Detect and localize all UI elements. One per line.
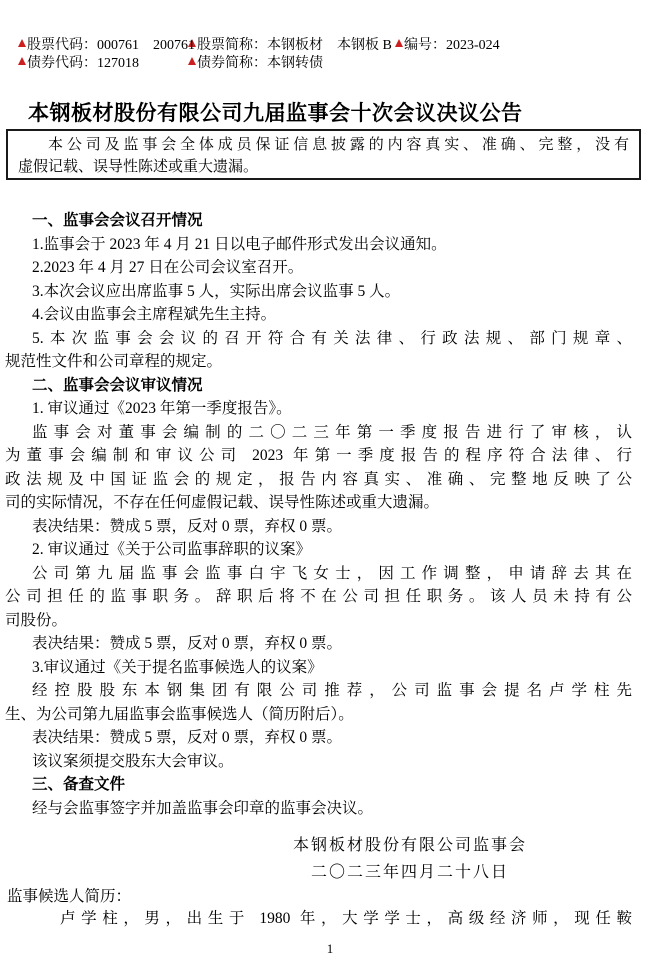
body-line: 2. 审议通过《关于公司监事辞职的议案》: [32, 541, 312, 558]
body-line: 1. 审议通过《2023 年第一季度报告》。: [32, 400, 292, 417]
body-line: 为董事会编制和审议公司 2023 年第一季度报告的程序符合法律、行: [5, 447, 632, 464]
body-line: 3.本次会议应出席监事 5 人，实际出席会议监事 5 人。: [32, 282, 401, 300]
body-line: 生、为公司第九届监事会监事候选人（简历附后）。: [5, 705, 354, 723]
bond-name: 债券简称：本钢转债: [197, 56, 323, 71]
page-number: 1: [326, 941, 334, 956]
signature-company: 本钢板材股份有限公司监事会: [292, 837, 527, 854]
body-line: 5.本次监事会会议的召开符合有关法律、行政法规、部门规章、: [32, 329, 632, 347]
stock-name: 股票简称：本钢板材 本钢板 B: [197, 38, 392, 53]
attachment-line: 卢学柱，男，出生于 1980 年，大学学士，高级经济师，现任鞍: [60, 910, 632, 927]
body-line: 经与会监事签字并加盖监事会印章的监事会决议。: [32, 799, 374, 817]
body-line: 公司担任的监事职务。辞职后将不在公司担任职务。该人员未持有公: [5, 588, 632, 605]
section-heading-3: 三、备查文件: [32, 776, 126, 793]
red-flag-icon: [18, 39, 26, 47]
body-line: 经控股股东本钢集团有限公司推荐，公司监事会提名卢学柱先: [32, 682, 632, 699]
body-line: 规范性文件和公司章程的规定。: [5, 353, 223, 370]
attachment-heading: 监事候选人简历：: [7, 888, 132, 905]
red-flag-icon: [395, 39, 403, 47]
body-line: 2.2023 年 4 月 27 日在公司会议室召开。: [32, 259, 304, 276]
doc-number: 编号：2023-024: [404, 38, 500, 53]
body-line: 政法规及中国证监会的规定，报告内容真实、准确、完整地反映了公: [5, 470, 632, 488]
disclaimer-line: 虚假记载、误导性陈述或重大遗漏。: [18, 159, 259, 175]
body-line: 公司第九届监事会监事白宇飞女士，因工作调整，申请辞去其在: [32, 564, 632, 582]
body-line: 监事会对董事会编制的二〇二三年第一季度报告进行了审核，认: [32, 423, 632, 441]
page-title: 本钢板材股份有限公司九届监事会十次会议决议公告: [28, 101, 523, 125]
disclaimer-box: [6, 129, 641, 180]
body-line: 4.会议由监事会主席程斌先生主持。: [32, 306, 277, 323]
body-line: 3.审议通过《关于提名监事候选人的议案》: [32, 658, 323, 676]
body-line: 司的实际情况，不存在任何虚假记载、误导性陈述或重大遗漏。: [5, 494, 440, 511]
vote-result-line: 表决结果：赞成 5 票，反对 0 票，弃权 0 票。: [32, 517, 343, 535]
vote-result-line: 表决结果：赞成 5 票，反对 0 票，弃权 0 票。: [32, 635, 343, 652]
body-line: 1.监事会于 2023 年 4 月 21 日以电子邮件形式发出会议通知。: [32, 235, 447, 253]
body-line: 司股份。: [5, 611, 68, 629]
red-flag-icon: [188, 57, 196, 65]
disclaimer-line: 本公司及监事会全体成员保证信息披露的内容真实、准确、完整，没有: [48, 137, 629, 153]
stock-code: 股票代码：000761 200761: [27, 38, 195, 53]
section-heading-2: 二、监事会会议审议情况: [32, 376, 203, 394]
vote-result-line: 表决结果：赞成 5 票，反对 0 票，弃权 0 票。: [32, 729, 343, 746]
document-body: [5, 209, 632, 820]
bond-code: 债券代码：127018: [27, 56, 139, 71]
signature-date: 二〇二三年四月二十八日: [310, 863, 509, 881]
red-flag-icon: [18, 57, 26, 65]
signature-block: [290, 833, 530, 886]
body-line: 该议案须提交股东大会审议。: [32, 752, 234, 770]
section-heading-1: 一、监事会会议召开情况: [32, 212, 203, 229]
